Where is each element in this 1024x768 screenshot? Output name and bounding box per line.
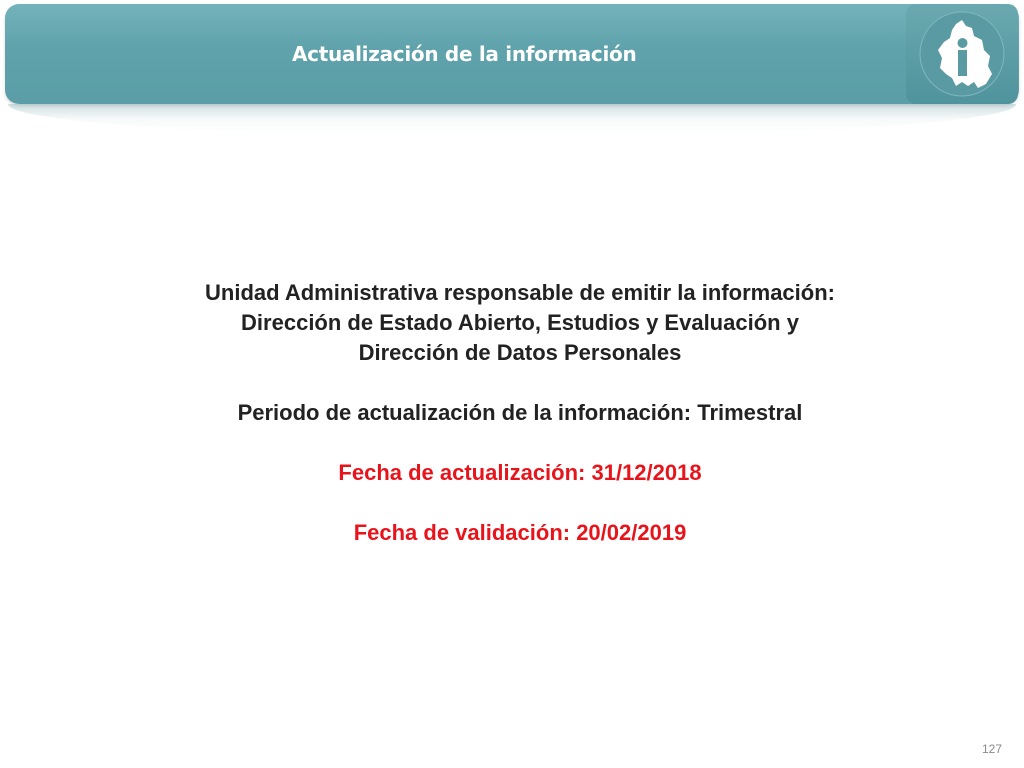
- responsible-unit-text: Unidad Administrativa responsable de emitir la información: Dirección de Estado Abierto, Estudios y Evaluación y Dirección de Datos Personales: [205, 280, 835, 365]
- page-number: 127: [981, 742, 1002, 756]
- logo: [906, 4, 1018, 104]
- page-title: Actualización de la información: [292, 42, 637, 66]
- info-block: [200, 278, 840, 548]
- institutional-map-icon: [916, 6, 1008, 102]
- update-period-text: Periodo de actualización de la información: Trimestral: [237, 400, 803, 425]
- update-date-text: Fecha de actualización: 31/12/2018: [338, 460, 702, 485]
- validation-date-text: Fecha de validación: 20/02/2019: [353, 520, 687, 545]
- header-shadow: [8, 104, 1016, 134]
